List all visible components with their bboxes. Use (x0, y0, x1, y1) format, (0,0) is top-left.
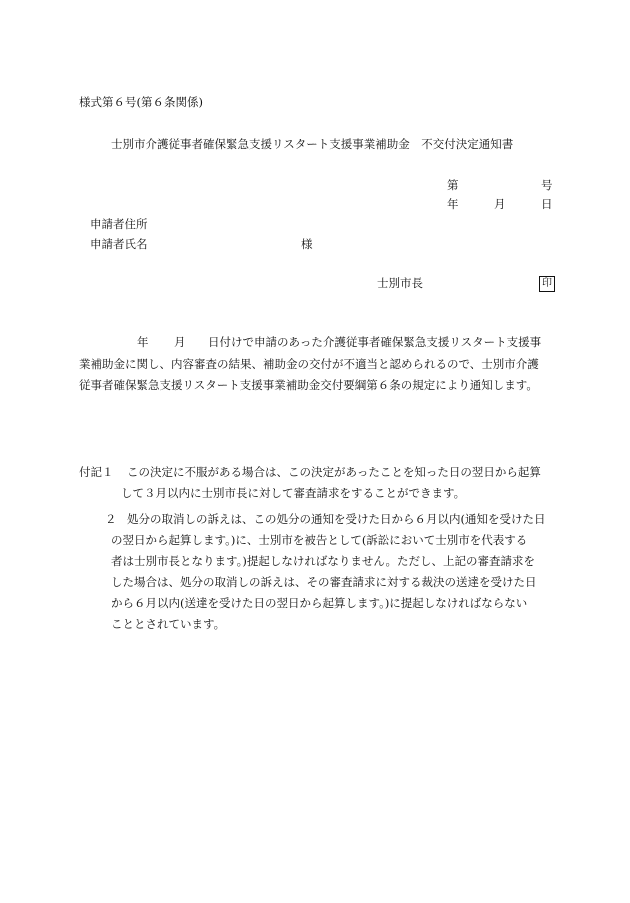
date-day: 日 (541, 197, 553, 211)
form-number: 様式第６号(第６条関係) (79, 95, 203, 109)
applicant-name-label: 申請者氏名 (90, 237, 148, 251)
doc-number-suffix: 号 (541, 178, 553, 192)
issuer-title: 士別市長 (377, 276, 423, 290)
note-1-line-1: この決定に不服がある場合は、この決定があったことを知った日の翌日から起算 (127, 465, 541, 479)
note-2-line-3: 者は士別市長となります。)提起しなければなりません。ただし、上記の審査請求を (111, 554, 536, 568)
honorific: 様 (301, 237, 313, 251)
body-month: 月 (174, 335, 186, 349)
body-line-3: 従事者確保緊急支援リスタート支援事業補助金交付要綱第６条の規定により通知します。 (79, 378, 538, 392)
date-year: 年 (447, 197, 459, 211)
note-2-line-4: した場合は、処分の取消しの訴えは、その審査請求に対する裁決の送達を受けた日 (111, 575, 537, 589)
note-label: 付記１ (79, 465, 114, 479)
body-line-2: 業補助金に関し、内容審査の結果、補助金の交付が不適当と認められるので、士別市介護 (79, 357, 539, 371)
applicant-address-label: 申請者住所 (90, 217, 148, 231)
note-2-line-5: から６月以内(送達を受けた日の翌日から起算します。)に提起しなければならない (111, 596, 528, 610)
doc-number-prefix: 第 (447, 178, 459, 192)
body-line-1: 日付けで申請のあった介護従事者確保緊急支援リスタート支援事 (208, 335, 542, 349)
body-year: 年 (137, 335, 149, 349)
note-2-number: ２ (105, 512, 117, 526)
note-1-line-2: して３月以内に士別市長に対して審査請求をすることができます。 (121, 486, 466, 500)
note-2-line-1: 処分の取消しの訴えは、この処分の通知を受けた日から６月以内(通知を受けた日 (127, 512, 546, 526)
seal-mark: 印 (539, 276, 555, 292)
date-month: 月 (494, 197, 506, 211)
note-2-line-6: こととされています。 (111, 617, 226, 631)
document-title: 士別市介護従事者確保緊急支援リスタート支援事業補助金 不交付決定通知書 (111, 137, 514, 151)
note-2-line-2: の翌日から起算します。)に、士別市を被告として(訴訟において士別市を代表する (111, 533, 528, 547)
